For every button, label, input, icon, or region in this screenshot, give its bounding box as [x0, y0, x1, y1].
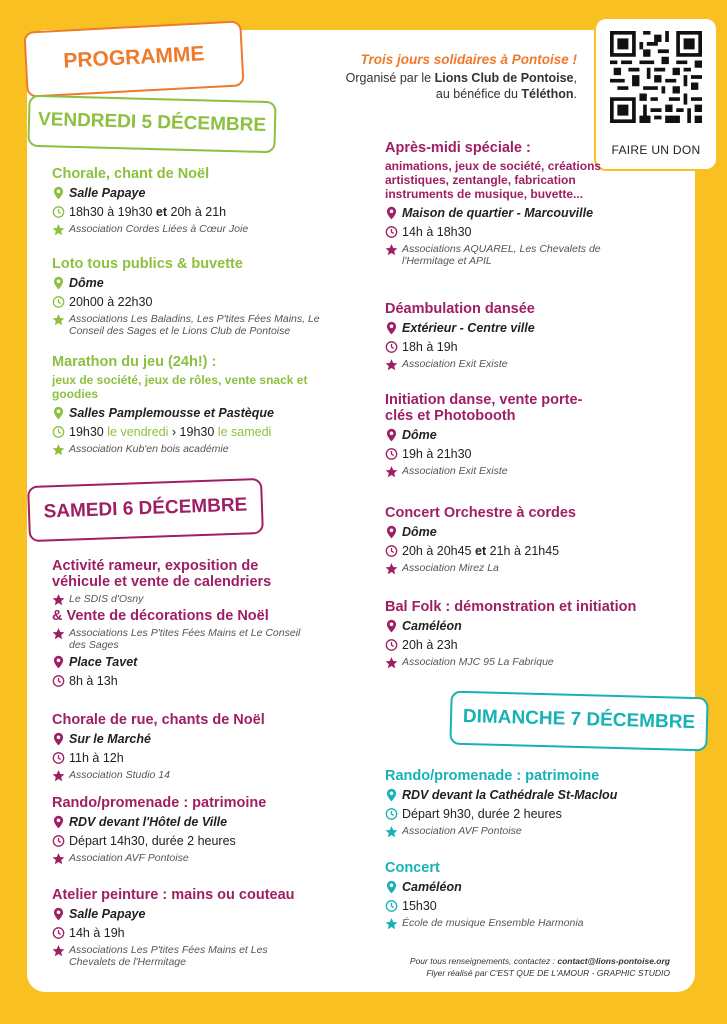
event-organizer: Association AVF Pontoise — [52, 852, 362, 864]
event-title: Rando/promenade : patrimoine — [52, 795, 267, 811]
clock-icon — [52, 674, 65, 688]
clock-icon — [385, 447, 398, 461]
clock-icon — [385, 807, 398, 821]
event-organizer: Association Mirez La — [385, 562, 695, 574]
star-icon — [52, 769, 65, 783]
map-pin-icon — [52, 907, 65, 921]
event-location: Maison de quartier - Marcouville — [385, 205, 630, 221]
star-icon — [385, 243, 398, 257]
map-pin-icon — [385, 428, 398, 442]
event-title: Chorale de rue, chants de Noël — [52, 712, 265, 728]
clock-icon — [385, 638, 398, 652]
event-time: 14h à 18h30 — [385, 224, 630, 240]
event-organizer: Association Exit Existe — [385, 358, 695, 370]
qr-code-icon[interactable] — [610, 31, 702, 123]
event-time: Départ 9h30, durée 2 heures — [385, 806, 695, 822]
event-rando-sunday — [385, 768, 695, 840]
star-icon — [52, 944, 65, 958]
day-header-sunday: DIMANCHE 7 DÉCEMBRE — [449, 691, 708, 752]
event-time: 18h30 à 19h30 et 20h à 21h — [52, 204, 362, 220]
event-location: Dôme — [385, 427, 610, 443]
event-bal-folk — [385, 599, 695, 671]
credit-line: Flyer réalisé par C'EST QUE DE L'AMOUR - GRAPHIC STUDIO — [426, 968, 670, 978]
programme-title: PROGRAMME — [23, 20, 244, 97]
map-pin-icon — [52, 406, 65, 420]
event-organizer-secondary: Associations Les P'tites Fées Mains et Le Conseil des Sages — [52, 627, 309, 651]
clock-icon — [52, 205, 65, 219]
event-title: Déambulation dansée — [385, 301, 535, 317]
event-initiation-danse — [385, 392, 610, 480]
event-title: Chorale, chant de Noël — [52, 166, 210, 182]
star-icon — [52, 593, 65, 607]
footer — [410, 955, 670, 979]
star-icon — [385, 825, 398, 839]
event-time: 8h à 13h — [52, 673, 312, 689]
map-pin-icon — [385, 880, 398, 894]
event-rando-saturday — [52, 795, 362, 867]
donate-label[interactable]: FAIRE UN DON — [611, 143, 701, 157]
map-pin-icon — [385, 321, 398, 335]
star-icon — [52, 223, 65, 237]
event-location: Salles Pamplemousse et Pastèque — [52, 405, 322, 421]
star-icon — [385, 917, 398, 931]
star-icon — [385, 562, 398, 576]
event-organizer: Association MJC 95 La Fabrique — [385, 656, 695, 668]
clock-icon — [385, 544, 398, 558]
star-icon — [52, 627, 65, 641]
event-organizer: Le SDIS d'Osny — [52, 593, 312, 605]
event-title: Bal Folk : démonstration et initiation — [385, 599, 637, 615]
map-pin-icon — [52, 815, 65, 829]
event-time: 20h à 20h45 et 21h à 21h45 — [385, 543, 695, 559]
event-apres-midi — [385, 140, 630, 270]
map-pin-icon — [385, 788, 398, 802]
event-title: Atelier peinture : mains ou couteau — [52, 887, 295, 903]
event-location: Sur le Marché — [52, 731, 362, 747]
clock-icon — [385, 340, 398, 354]
event-organizer: Associations Les Baladins, Les P'tites Fées Mains, Le Conseil des Sages et le Lions Club de Pontoise — [52, 313, 322, 337]
clock-icon — [52, 295, 65, 309]
event-organizer: Association Kub'en bois académie — [52, 443, 322, 455]
event-title: Initiation danse, vente porte-clés et Photobooth — [385, 392, 583, 424]
event-organizer: Associations AQUAREL, Les Chevalets de l'Hermitage et APIL — [385, 243, 630, 267]
beneficiary-line: au bénéfice du Téléthon. — [435, 87, 577, 101]
event-location: Place Tavet — [52, 654, 312, 670]
event-concert-sunday — [385, 860, 695, 932]
organizer-name: Lions Club de Pontoise — [434, 71, 574, 85]
map-pin-icon — [52, 655, 65, 669]
event-atelier-peinture — [52, 887, 362, 971]
map-pin-icon — [385, 619, 398, 633]
event-time: 20h00 à 22h30 — [52, 294, 322, 310]
event-location: Caméléon — [385, 879, 695, 895]
event-time: 20h à 23h — [385, 637, 695, 653]
event-organizer: Associations Les P'tites Fées Mains et Les Chevalets de l'Hermitage — [52, 944, 299, 968]
star-icon — [52, 443, 65, 457]
organizer-line: Organisé par le Lions Club de Pontoise, — [345, 71, 577, 85]
event-title: Concert Orchestre à cordes — [385, 505, 576, 521]
contact-email[interactable]: contact@lions-pontoise.org — [557, 956, 670, 966]
star-icon — [52, 313, 65, 327]
clock-icon — [52, 834, 65, 848]
event-time: 14h à 19h — [52, 925, 362, 941]
star-icon — [385, 358, 398, 372]
event-location: Dôme — [52, 275, 322, 291]
map-pin-icon — [52, 186, 65, 200]
contact-line: Pour tous renseignements, contactez : contact@lions-pontoise.org — [409, 956, 670, 966]
event-time: 11h à 12h — [52, 750, 362, 766]
event-title: Marathon du jeu (24h!) : — [52, 354, 217, 370]
event-time: 19h à 21h30 — [385, 446, 610, 462]
map-pin-icon — [52, 732, 65, 746]
event-location: Extérieur - Centre ville — [385, 320, 695, 336]
map-pin-icon — [52, 276, 65, 290]
day-header-saturday: SAMEDI 6 DÉCEMBRE — [27, 478, 264, 542]
event-title-secondary: & Vente de décorations de Noël — [52, 608, 269, 624]
event-title: Activité rameur, exposition de véhicule et vente de calendriers — [52, 558, 272, 590]
event-time: 15h30 — [385, 898, 695, 914]
star-icon — [385, 656, 398, 670]
star-icon — [52, 852, 65, 866]
event-organizer: École de musique Ensemble Harmonia — [385, 917, 695, 929]
event-concert-orchestre — [385, 505, 695, 577]
event-title: Loto tous publics & buvette — [52, 256, 243, 272]
event-time: 18h à 19h — [385, 339, 695, 355]
event-title: Après-midi spéciale : — [385, 140, 531, 156]
event-organizer: Association Studio 14 — [52, 769, 362, 781]
event-chorale-rue — [52, 712, 362, 784]
clock-icon — [52, 751, 65, 765]
event-location: Caméléon — [385, 618, 695, 634]
event-location: RDV devant l'Hôtel de Ville — [52, 814, 362, 830]
event-organizer: Association Cordes Liées à Cœur Joie — [52, 223, 362, 235]
event-loto — [52, 256, 322, 340]
event-subtitle: jeux de société, jeux de rôles, vente snack et goodies — [52, 373, 308, 401]
event-time: Départ 14h30, durée 2 heures — [52, 833, 362, 849]
map-pin-icon — [385, 206, 398, 220]
event-time: 19h30 le vendredi › 19h30 le samedi — [52, 424, 322, 440]
intro-text — [346, 52, 577, 102]
event-activite-rameur — [52, 558, 312, 692]
event-location: RDV devant la Cathédrale St-Maclou — [385, 787, 695, 803]
event-organizer: Association AVF Pontoise — [385, 825, 695, 837]
day-header-friday: VENDREDI 5 DÉCEMBRE — [27, 95, 276, 153]
map-pin-icon — [385, 525, 398, 539]
event-organizer: Association Exit Existe — [385, 465, 610, 477]
beneficiary-name: Téléthon — [521, 87, 574, 101]
event-title: Concert — [385, 860, 440, 876]
event-marathon — [52, 354, 322, 458]
clock-icon — [385, 899, 398, 913]
event-chorale-friday — [52, 166, 362, 238]
star-icon — [385, 465, 398, 479]
clock-icon — [385, 225, 398, 239]
clock-icon — [52, 926, 65, 940]
event-location: Salle Papaye — [52, 185, 362, 201]
event-title: Rando/promenade : patrimoine — [385, 768, 600, 784]
event-location: Dôme — [385, 524, 695, 540]
clock-icon — [52, 425, 65, 439]
event-subtitle: animations, jeux de société, créations artistiques, zentangle, fabrication instruments de musique, buvette... — [385, 159, 602, 201]
event-location: Salle Papaye — [52, 906, 362, 922]
event-deambulation — [385, 301, 695, 373]
tagline: Trois jours solidaires à Pontoise ! — [360, 52, 577, 67]
